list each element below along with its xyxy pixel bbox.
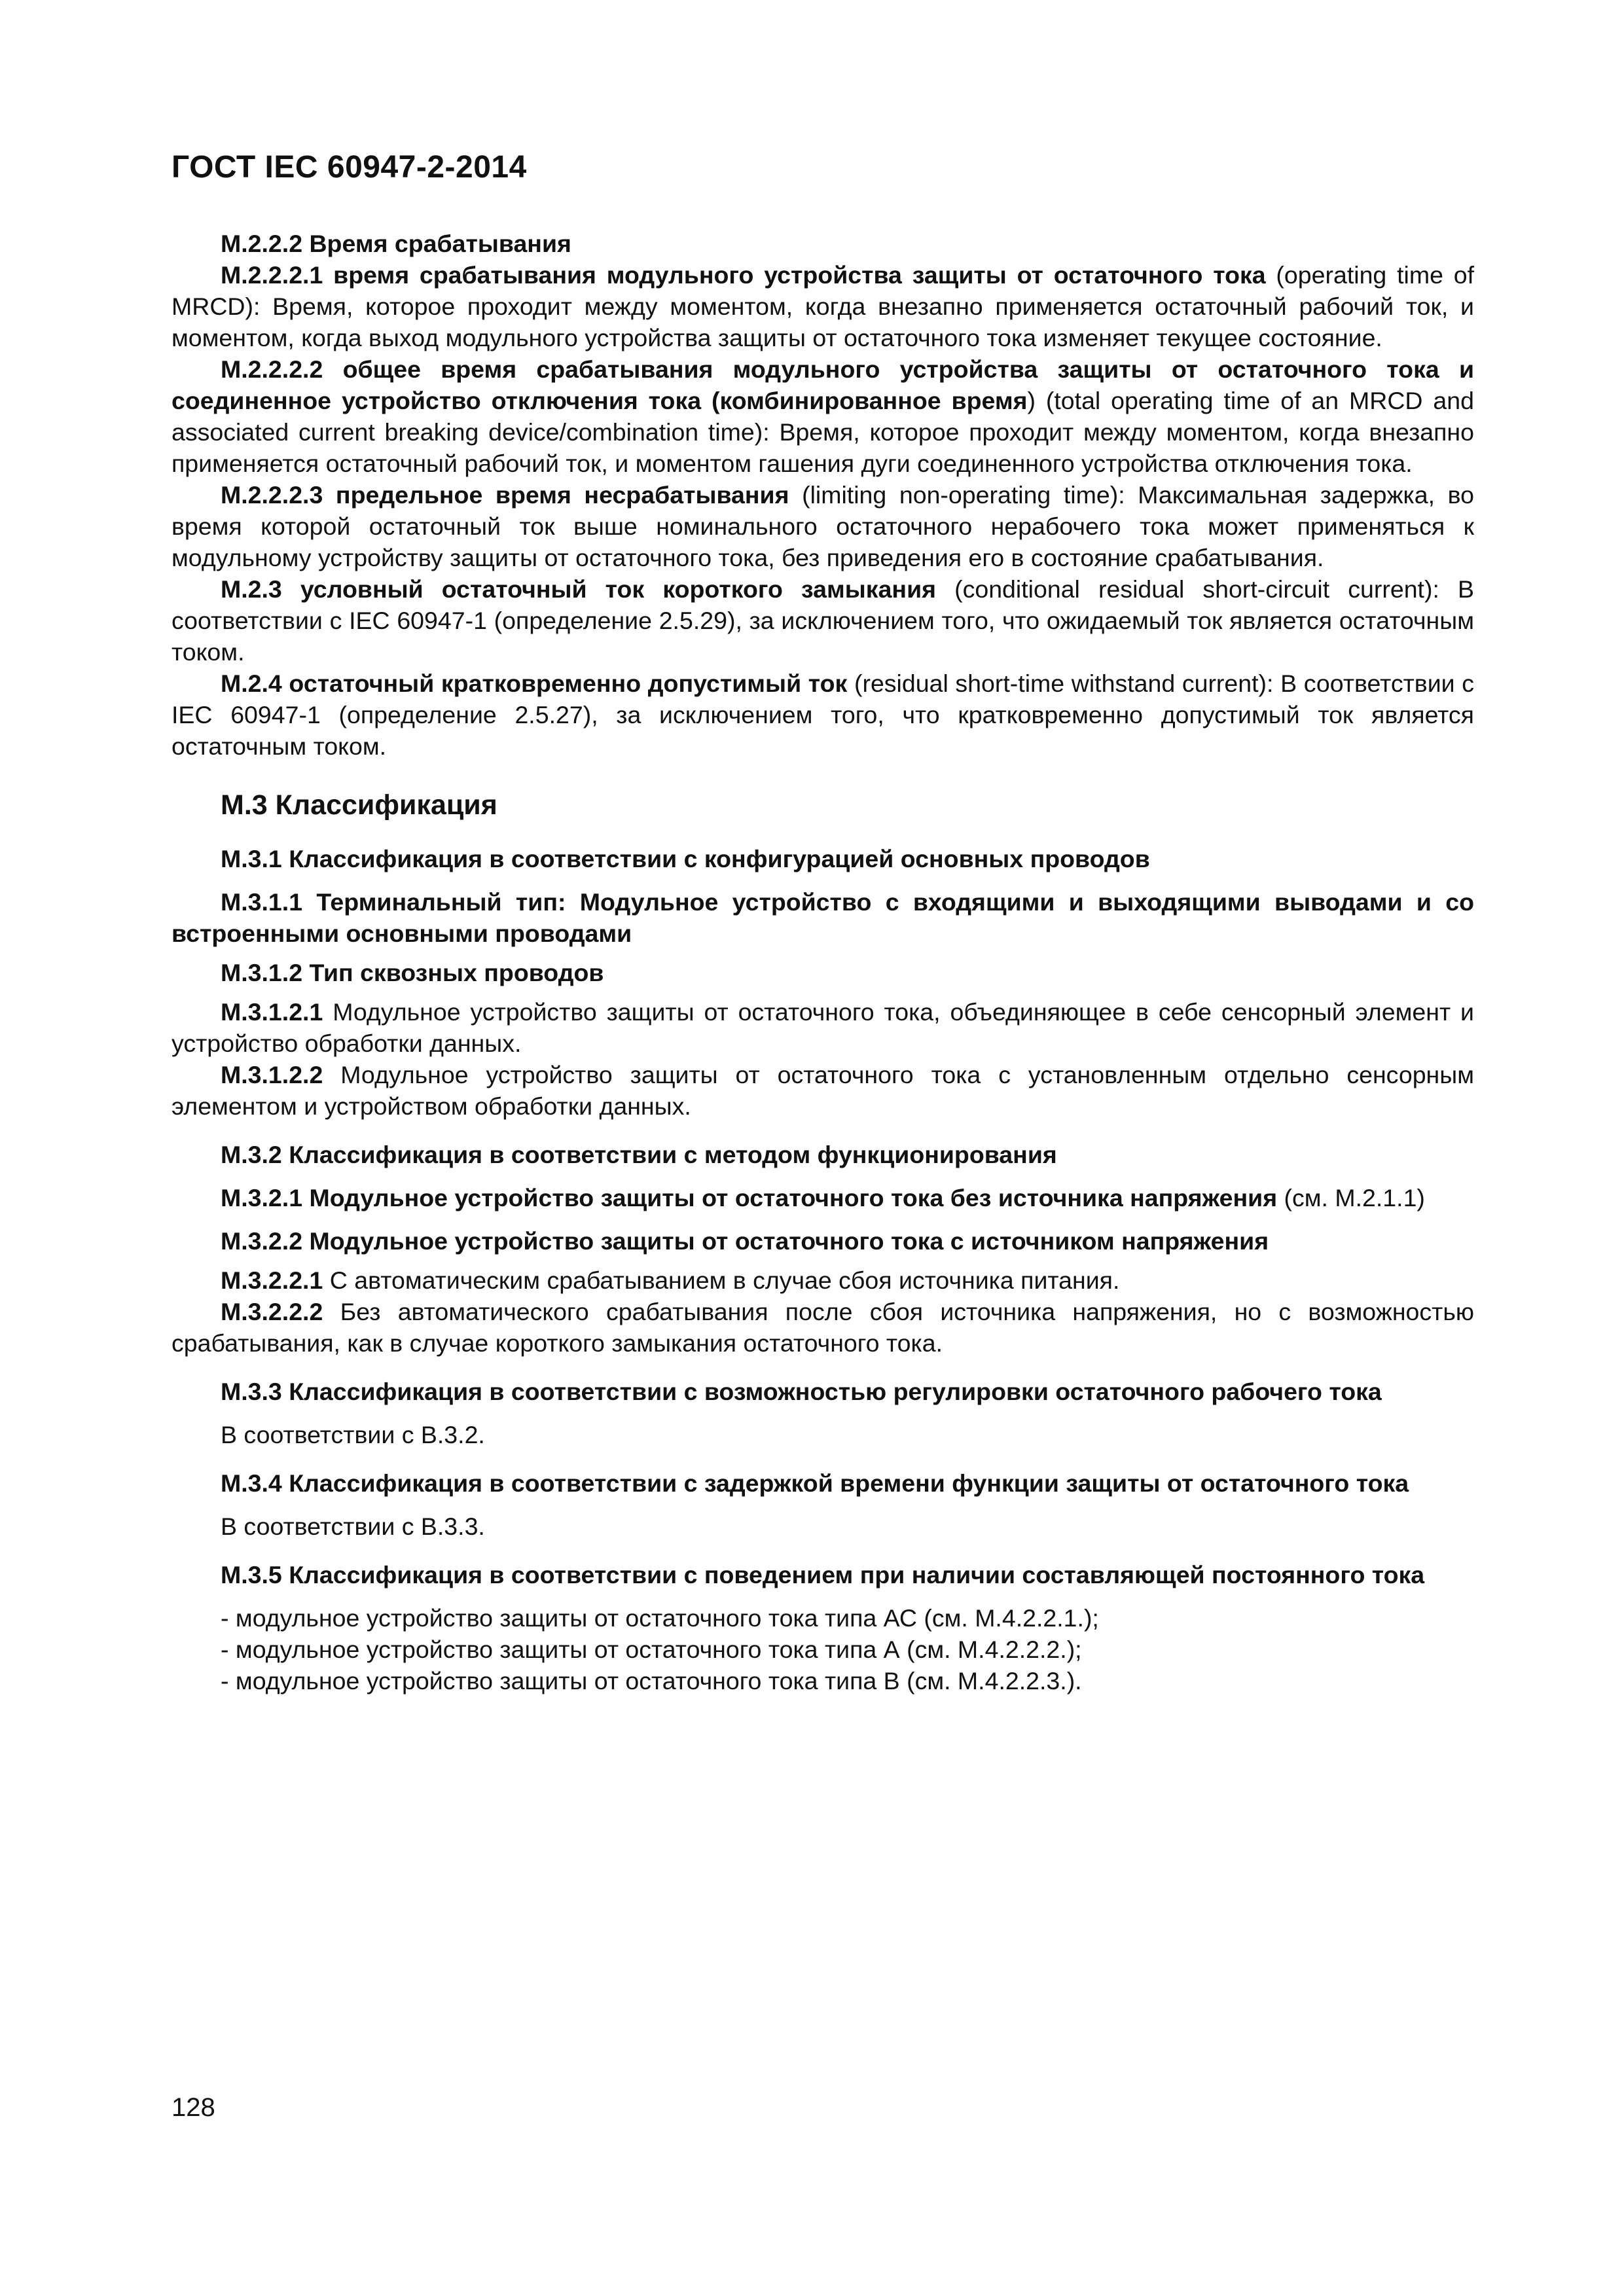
list-item: - модульное устройство защиты от остаточного тока типа А (см. М.4.2.2.2.);: [221, 1636, 1082, 1663]
definition-m2-4: М.2.4 остаточный кратковременно допустимый ток (residual short-time withstand current): В соответствии с IEC 60947-1 (определение 2.5.27), за исключением того, что кратковременно допустимый ток является остаточным током.: [171, 670, 1474, 760]
heading-m3-2: М.3.2 Классификация в соответствии с методом функционирования: [221, 1141, 1057, 1168]
clause-m3-1-2-2: М.3.1.2.2 Модульное устройство защиты от остаточного тока с установленным отдельно сенсорным элементом и устройством обработки данных.: [171, 1061, 1474, 1120]
clause-m3-2-2-2: М.3.2.2.2 Без автоматического срабатывания после сбоя источника напряжения, но с возможностью срабатывания, как в случае короткого замыкания остаточного тока.: [171, 1298, 1474, 1357]
section-title-m3: М.3 Классификация: [221, 789, 497, 821]
definition-m2-2-2-2: М.2.2.2.2 общее время срабатывания модульного устройства защиты от остаточного тока и соединенное устройство отключения тока (комбинированное время) (total operating time of an MRCD and associated current breaking device/combination time): Время, которое проходит между моментом, когда внезапно применяется остаточный рабочий ток, и моментом гашения дуги соединенного устройства отключения тока.: [171, 355, 1474, 477]
list-item: - модульное устройство защиты от остаточного тока типа В (см. М.4.2.2.3.).: [221, 1667, 1082, 1695]
clause-m3-2-1: М.3.2.1 Модульное устройство защиты от остаточного тока без источника напряжения (см. М.2.1.1): [221, 1184, 1425, 1211]
clause-m3-1-2-1: М.3.1.2.1 Модульное устройство защиты от остаточного тока, объединяющее в себе сенсорный элемент и устройство обработки данных.: [171, 998, 1474, 1057]
heading-m3-1: М.3.1 Классификация в соответствии с конфигурацией основных проводов: [221, 845, 1150, 872]
page-number: 128: [171, 2093, 215, 2122]
heading-m3-4: М.3.4 Классификация в соответствии с задержкой времени функции защиты от остаточного тока: [221, 1469, 1409, 1497]
heading-m3-1-2: М.3.1.2 Тип сквозных проводов: [221, 959, 604, 986]
document-body: [171, 228, 1474, 1696]
text-m3-4: В соответствии с В.3.3.: [221, 1513, 485, 1540]
document-code-header: ГОСТ IEC 60947-2-2014: [171, 150, 527, 185]
clause-m3-2-2-1: М.3.2.2.1 С автоматическим срабатыванием в случае сбоя источника питания.: [221, 1266, 1120, 1294]
definition-m2-2-2-1: М.2.2.2.1 время срабатывания модульного устройства защиты от остаточного тока (operating time of MRCD): Время, которое проходит между моментом, когда внезапно применяется остаточный рабочий ток, и моментом, когда выход модульного устройства защиты от остаточного тока изменяет текущее состояние.: [171, 261, 1475, 351]
list-item: - модульное устройство защиты от остаточного тока типа АС (см. М.4.2.2.1.);: [221, 1604, 1099, 1632]
heading-m3-2-2: М.3.2.2 Модульное устройство защиты от остаточного тока с источником напряжения: [221, 1227, 1269, 1255]
text-m3-3: В соответствии с В.3.2.: [221, 1421, 485, 1448]
definition-m2-3: М.2.3 условный остаточный ток короткого замыкания (conditional residual short-circuit current): В соответствии с IEC 60947-1 (определение 2.5.29), за исключением того, что ожидаемый ток является остаточным током.: [171, 575, 1474, 666]
heading-m3-3: М.3.3 Классификация в соответствии с возможностью регулировки остаточного рабочего тока: [221, 1378, 1382, 1405]
heading-m3-1-1: М.3.1.1 Терминальный тип: Модульное устройство с входящими и выходящими выводами и со встроенными основными проводами: [171, 888, 1474, 947]
definition-m2-2-2-3: М.2.2.2.3 предельное время несрабатывания (limiting non-operating time): Максимальная задержка, во время которой остаточный ток выше номинального остаточного нерабочего тока может применяться к модульному устройству защиты от остаточного тока, без приведения его в состояние срабатывания.: [171, 481, 1474, 571]
heading-m3-5: М.3.5 Классификация в соответствии с поведением при наличии составляющей постоянного тока: [221, 1561, 1425, 1588]
section-heading-m2-2-2: М.2.2.2 Время срабатывания: [221, 230, 571, 257]
